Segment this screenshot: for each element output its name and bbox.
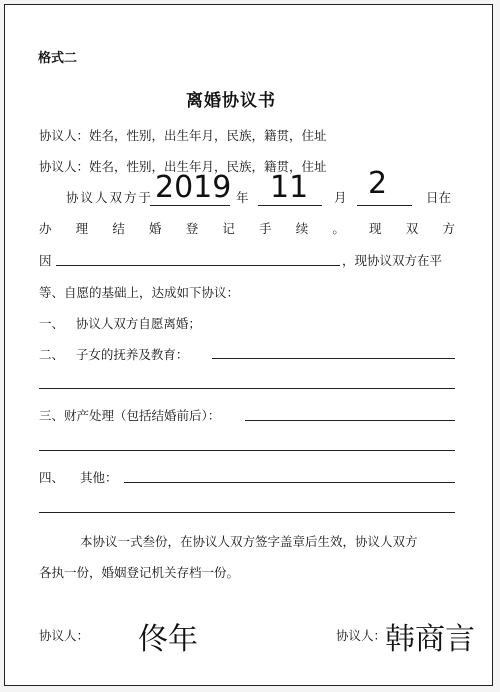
day-blank-line bbox=[357, 205, 412, 206]
item-3-blank-line-1 bbox=[245, 420, 455, 421]
handwritten-signature-left: 佟年 bbox=[138, 622, 198, 657]
item-4-blank-line-1 bbox=[124, 482, 455, 483]
year-unit: 年 bbox=[236, 190, 249, 205]
marriage-line-prefix: 协议人双方于 bbox=[66, 190, 154, 205]
party2-info: 协议人：姓名，性别，出生年月，民族，籍贯，住址 bbox=[39, 159, 327, 174]
equality-line: 等、自愿的基础上，达成如下协议： bbox=[39, 285, 240, 300]
item-4-label: 其他： bbox=[80, 470, 118, 485]
cause-blank-line bbox=[56, 265, 340, 266]
item-4-number: 四、 bbox=[39, 470, 65, 485]
item-4-blank-line-2 bbox=[39, 512, 455, 513]
month-unit: 月 bbox=[334, 190, 347, 205]
month-blank-line bbox=[258, 205, 322, 206]
cause-prefix: 因 bbox=[39, 253, 52, 268]
closing-line-2: 各执一份，婚姻登记机关存档一份。 bbox=[39, 565, 240, 580]
signature-label-right: 协议人： bbox=[336, 628, 387, 643]
item-2-blank-line-1 bbox=[212, 358, 455, 359]
handwritten-year: 2019 bbox=[155, 170, 232, 205]
handwritten-month: 11 bbox=[270, 170, 309, 205]
signature-label-left: 协议人： bbox=[39, 628, 90, 643]
day-unit: 日在 bbox=[426, 190, 452, 205]
item-3-label: 三、财产处理（包括结婚前后）： bbox=[39, 408, 221, 423]
closing-line-1: 本协议一式叁份，在协议人双方签字盖章后生效，协议人双方 bbox=[80, 534, 418, 549]
format-label: 格式二 bbox=[38, 51, 78, 66]
document-title: 离婚协议书 bbox=[186, 91, 276, 111]
year-blank-line bbox=[150, 205, 230, 206]
item-3-blank-line-2 bbox=[39, 450, 455, 451]
cause-suffix: ，现协议双方在平 bbox=[342, 253, 443, 268]
handwritten-day: 2 bbox=[368, 166, 388, 201]
party1-info: 协议人：姓名，性别，出生年月，民族，籍贯，住址 bbox=[39, 128, 327, 143]
handwritten-signature-right: 韩商言 bbox=[385, 622, 475, 657]
item-1: 一、 协议人双方自愿离婚； bbox=[39, 316, 201, 331]
item-2-label: 二、 子女的抚养及教育： bbox=[39, 347, 189, 362]
marriage-line-2: 办 理 结 婚 登 记 手 续 。 现 双 方 bbox=[39, 221, 455, 236]
item-2-blank-line-2 bbox=[39, 388, 455, 389]
